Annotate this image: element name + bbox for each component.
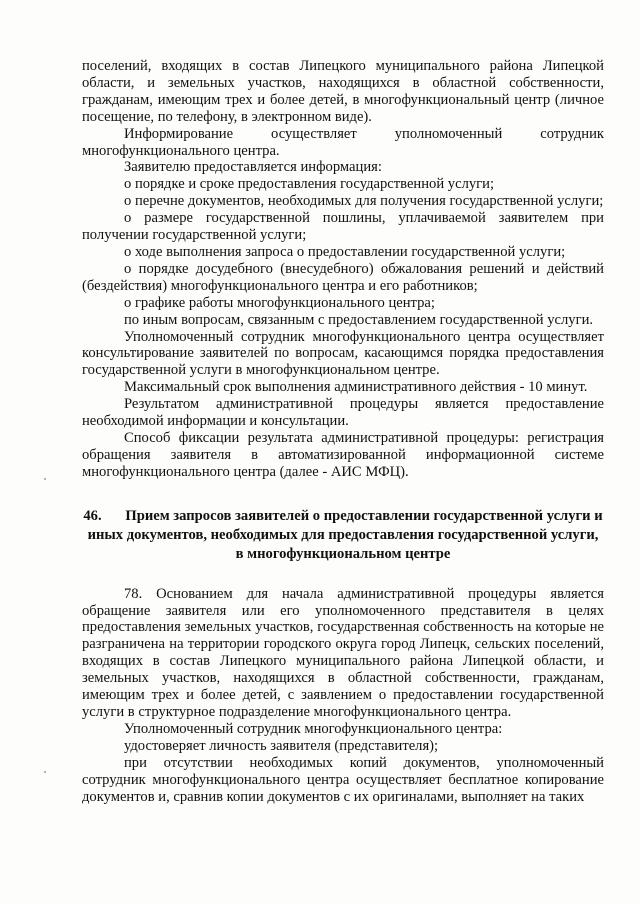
list-item: удостоверяет личность заявителя (представителя);: [124, 737, 439, 754]
paragraph: поселений, входящих в состав Липецкого муниципального района Липецкой области, и земельных участков, находящихся в областной собственности, гражданам, имеющим трех и более детей, в многофункциональный центр (личное посещение, по телефону, в электронном виде).: [82, 58, 604, 125]
paragraph: Уполномоченный сотрудник многофункционального центра:: [124, 720, 503, 737]
paragraph: 78. Основанием для начала административной процедуры является обращение заявителя или его уполномоченного представителя в целях предоставления земельных участков, государственная собственность на которые не разграничена на территории городского округа город Липецк, сельских поселений, входящих в состав Липецкого муниципального района Липецкой области, и земельных участков, находящихся в областной собственности, гражданам, имеющим трех и более детей, с заявлением о предоставлении государственной услуги в структурное подразделение многофункционального центра.: [82, 585, 604, 720]
list-item: о перечне документов, необходимых для получения государственной услуги;: [124, 193, 604, 210]
list-item: о порядке досудебного (внесудебного) обжалования решений и действий (бездействия) многофункционального центра и его работников;: [82, 260, 604, 294]
document-body: [82, 58, 604, 805]
list-item: по иным вопросам, связанным с предоставлением государственной услуги.: [124, 311, 594, 328]
paragraph: Уполномоченный сотрудник многофункционального центра осуществляет консультирование заявителей по вопросам, касающимся порядка предоставления государственной услуги в многофункциональном центре.: [82, 328, 604, 379]
section-heading: [82, 507, 604, 564]
list-item: о ходе выполнения запроса о предоставлении государственной услуги;: [124, 243, 566, 260]
list-item: при отсутствии необходимых копий документов, уполномоченный сотрудник многофункционального центра осуществляет бесплатное копирование документов и, сравнив копии документов с их оригиналами, выполняет на таких: [82, 754, 604, 805]
list-item: о графике работы многофункционального центра;: [124, 294, 435, 311]
scan-speck: [44, 478, 46, 480]
paragraph: Максимальный срок выполнения административного действия - 10 минут.: [124, 379, 588, 396]
paragraph: Результатом административной процедуры является предоставление необходимой информации и консультации.: [82, 396, 604, 430]
list-item: о порядке и сроке предоставления государственной услуги;: [124, 176, 495, 193]
scan-speck: [44, 771, 46, 773]
paragraph: Информирование осуществляет уполномоченный сотрудник многофункционального центра.: [82, 125, 604, 159]
paragraph: Заявителю предоставляется информация:: [124, 159, 382, 176]
list-item: о размере государственной пошлины, уплачиваемой заявителем при получении государственной услуги;: [82, 210, 604, 244]
section-number: 46.: [83, 507, 102, 524]
paragraph: Способ фиксации результата административной процедуры: регистрация обращения заявителя в автоматизированной информационной системе многофункционального центра (далее - АИС МФЦ).: [82, 429, 604, 480]
section-title: Прием запросов заявителей о предоставлении государственной услуги и иных документов, необходимых для предоставления государственной услуги, в многофункциональном центре: [87, 507, 603, 562]
